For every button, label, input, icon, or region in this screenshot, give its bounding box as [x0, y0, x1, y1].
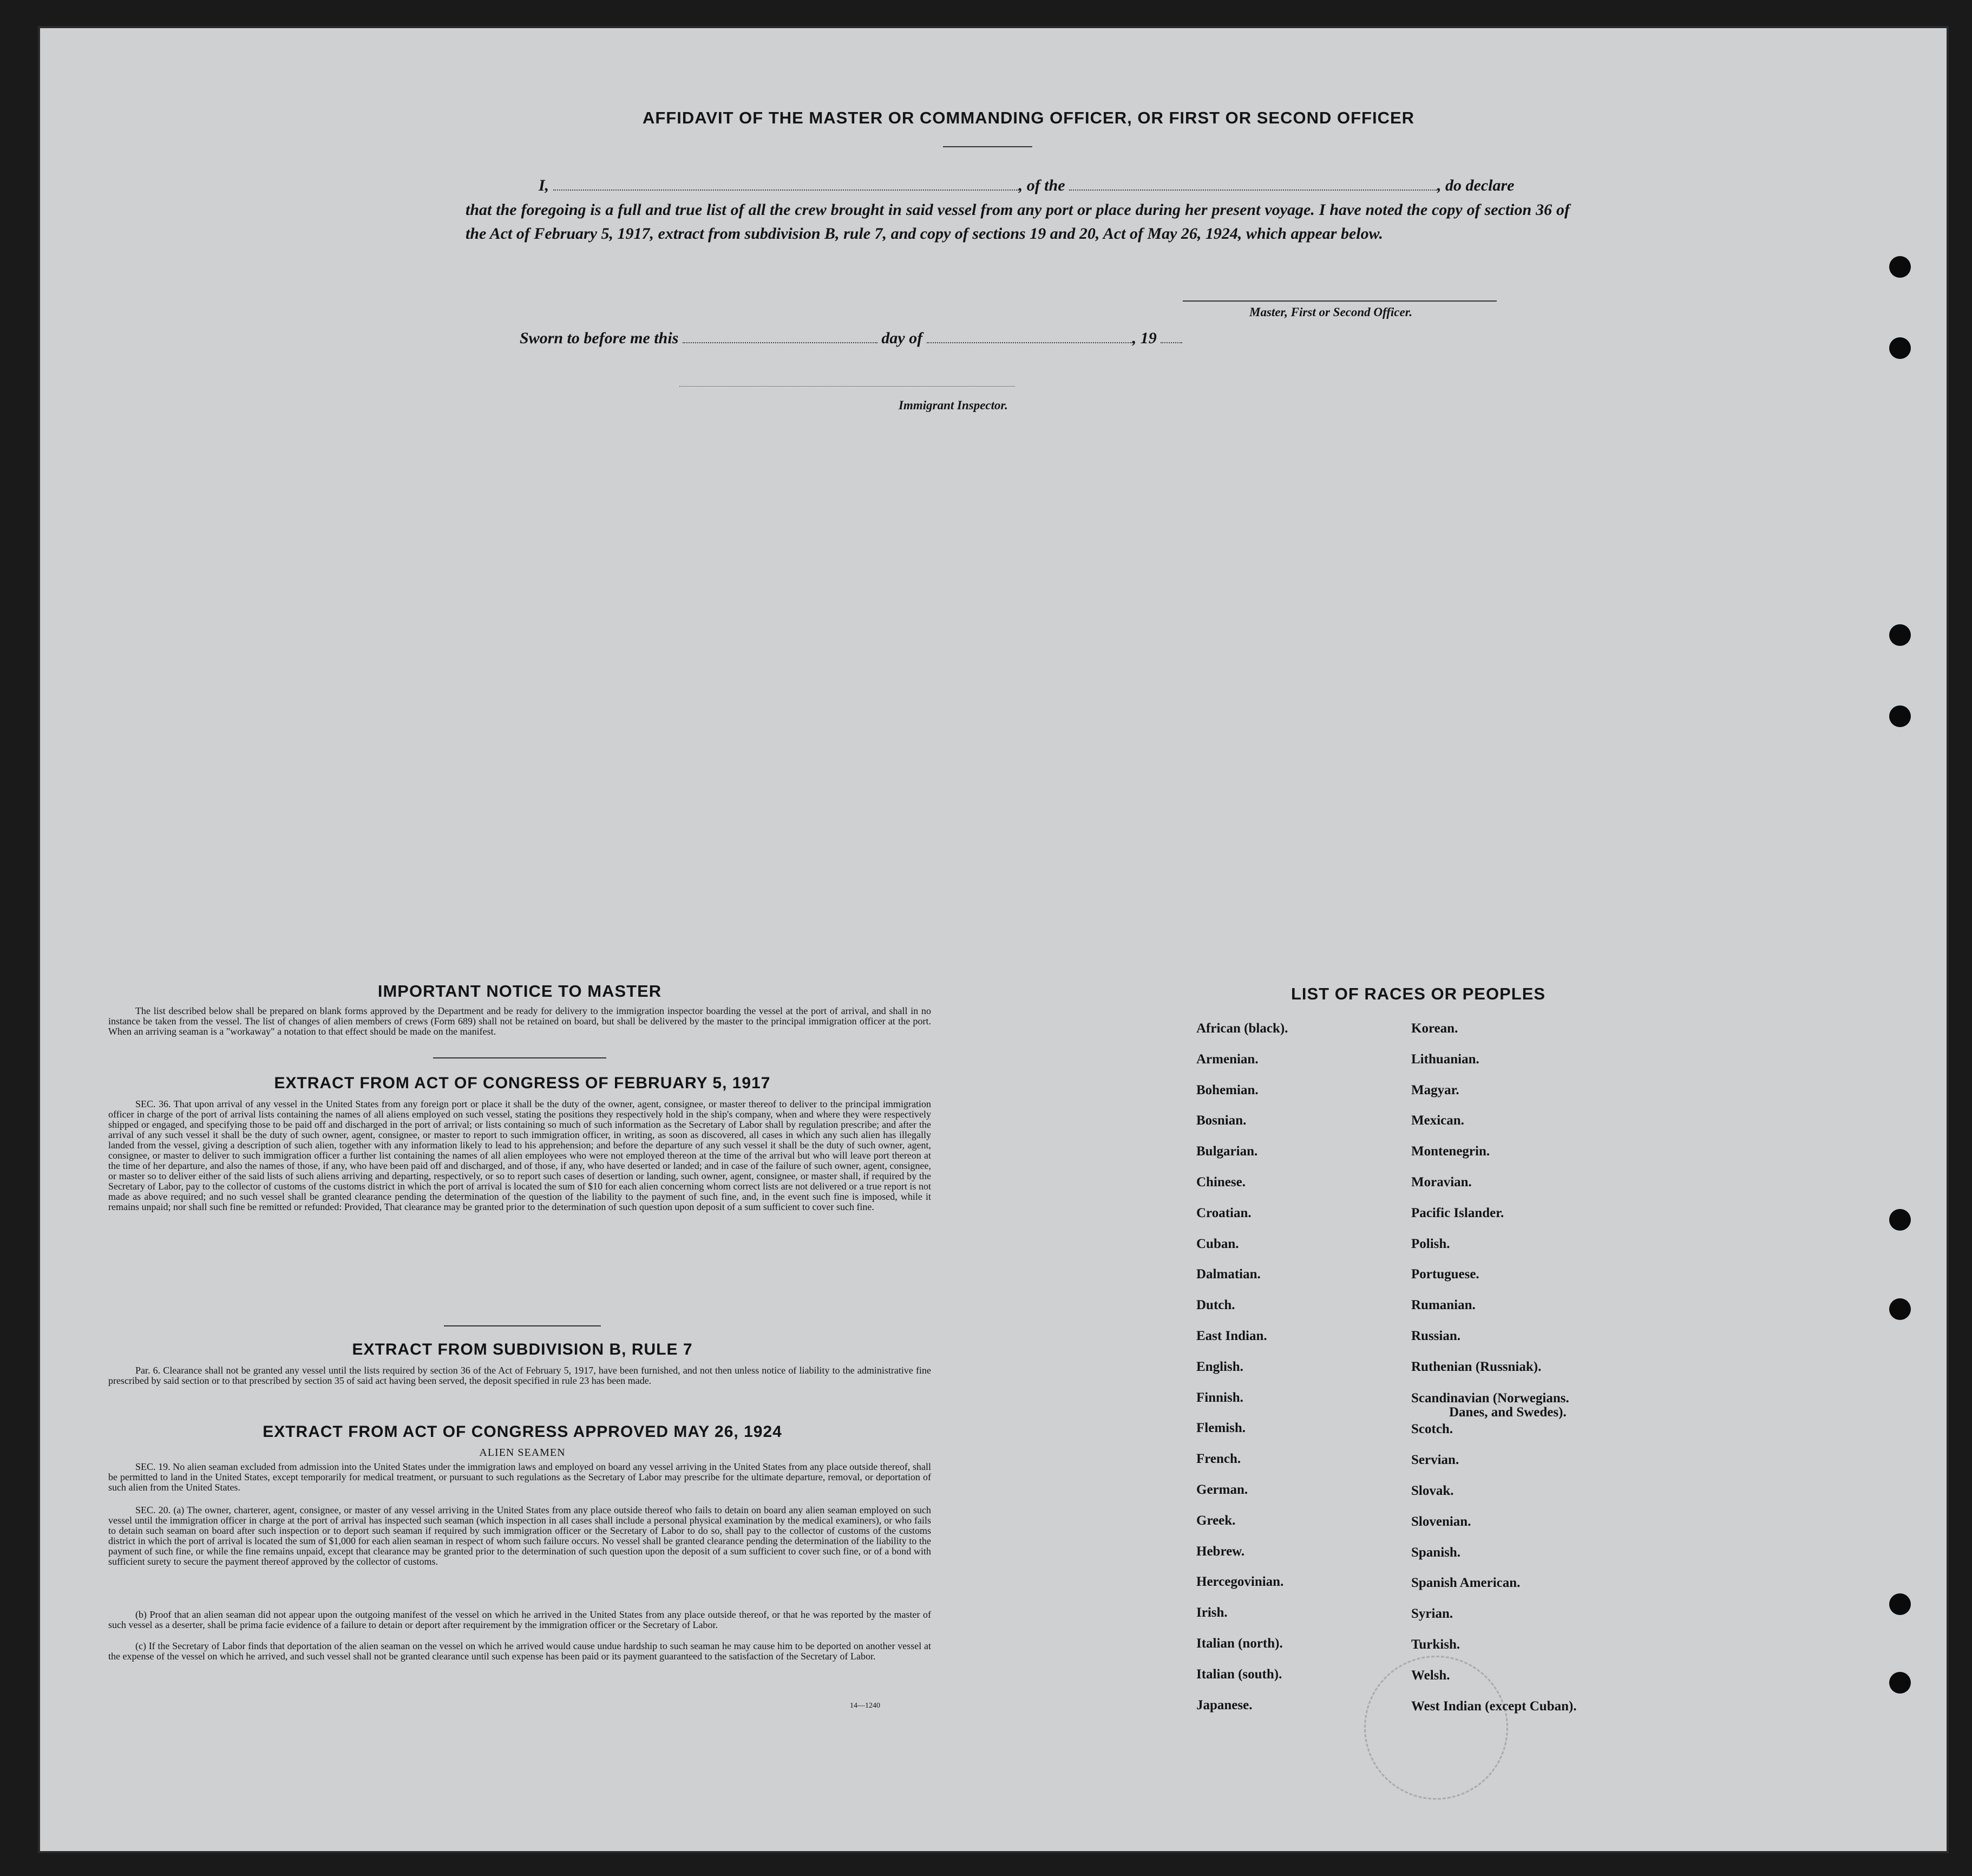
- extract-1917-body: SEC. 36. That upon arrival of any vessel in the United States from any foreign port or place it shall be the duty of the owner, agent, consignee, or master thereof to deliver to the principal immigration officer in charge of the port of arrival lists containing the names of all aliens employed on such vessel, stating the positions they respectively hold in the ship's company, when and where they were respectively shipped or engaged, and specifying those to be paid off and discharged in the port of arrival; or lists containing so much of such information as the Secretary of Labor shall by regulation prescribe; and after the arrival of any such vessel it shall be the duty of such owner, agent, consignee, or master to report to such immigration officer, in writing, as soon as discovered, all cases in which any such alien has illegally landed from the vessel, giving a description of such alien, together with any information likely to lead to his apprehension; and before the departure of any such vessel it shall be the duty of such owner, agent, consignee, or master to deliver to such immigration officer a further list containing the names of all alien employees who were not employed thereon at the time of the arrival but who will leave port thereon at the time of her departure, and also the names of those, if any, who have been paid off and discharged, and of those, if any, who have deserted or landed; and in case of the failure of such owner, agent, consignee, or master so to deliver either of the said lists of such aliens arriving and departing, respectively, or so to report such cases of desertion or landing, such owner, agent, consignee, or master shall, if required by the Secretary of Labor, pay to the collector of customs of the customs district in which the port of arrival is located the sum of $10 for each alien concerning whom correct lists are not delivered or a true report is not made as above required; and no such vessel shall be granted clearance pending the determination of the question of the liability to the payment of such fine, and, in the event such fine is imposed, while it remains unpaid; nor shall such fine be remitted or refunded: Provided, That clearance may be granted prior to the determination of such question upon deposit of a sum sufficient to cover such fine.: [108, 1099, 931, 1212]
- race-item-line1: Scandinavian (Norwegians.: [1411, 1390, 1569, 1406]
- binder-hole: [1889, 256, 1911, 278]
- notice-body: The list described below shall be prepared on blank forms approved by the Department and be ready for delivery to the immigration inspector boarding the vessel at the port of arrival, and shall in no instance be taken from the vessel. The list of changes of alien members of crews (Form 689) shall not be retained on board, but shall be delivered by the master to the principal immigration officer at the port. When an arriving seaman is a "workaway" a notation to that effect should be made on the manifest.: [108, 1005, 931, 1037]
- race-item: Cuban.: [1196, 1236, 1239, 1251]
- binder-hole: [1889, 624, 1911, 646]
- day-of-label: day of: [881, 329, 923, 347]
- extract-1924-sec19: SEC. 19. No alien seaman excluded from admission into the United States under the immigration laws and employed on board any vessel arriving in the United States from any place outside thereof, shall be permitted to land in the United States, except temporarily for medical treatment, or pursuant to such regulations as the Secretary of Labor may prescribe for the ultimate departure, removal, or deportation of such alien from the United States.: [108, 1461, 931, 1493]
- race-item-line2: Danes, and Swedes).: [1449, 1404, 1567, 1420]
- race-item: Dutch.: [1196, 1298, 1235, 1313]
- race-item: Armenian.: [1196, 1051, 1259, 1067]
- races-column-1: [1196, 1021, 1288, 1728]
- inspector-label: Immigrant Inspector.: [899, 398, 1008, 412]
- form-number: 14—1240: [850, 1702, 880, 1710]
- rule7-body: Par. 6. Clearance shall not be granted any vessel until the lists required by section 36 of the Act of February 5, 1917, have been furnished, and not then unless notice of liability to the administrative fine prescribed by said section or to that prescribed by section 35 of said act having been served, the deposit specified in rule 23 has been made.: [108, 1365, 931, 1386]
- section-rule: [433, 1057, 606, 1058]
- race-item: Bulgarian.: [1196, 1144, 1258, 1159]
- section-rule: [444, 1325, 601, 1326]
- affidavit-title: AFFIDAVIT OF THE MASTER OR COMMANDING OFFICER, OR FIRST OR SECOND OFFICER: [642, 108, 1415, 127]
- race-item: Bosnian.: [1196, 1113, 1247, 1128]
- extract-1924-sec20a: SEC. 20. (a) The owner, charterer, agent, consignee, or master of any vessel arriving in the United States from any place outside thereof who fails to detain on board any alien seaman employed on such vessel until the immigration officer in charge at the port of arrival has inspected such seaman (which inspection in all cases shall include a personal physical examination by the medical examiners), or who fails to detain such seaman on board after such inspection or to deport such seaman if required by such immigration officer or the Secretary of Labor to do so, shall pay to the collector of customs of the customs district in which the port of arrival is located the sum of $1,000 for each alien seaman in respect of whom such failure occurs. No vessel shall be granted clearance pending the determination of the liability to the payment of such fine, or while the fine remains unpaid, except that clearance may be granted prior to the determination of such question upon the deposit of a sum sufficient to cover such fine, or of a bond with sufficient surety to secure the payment thereof approved by the collector of customs.: [108, 1505, 931, 1567]
- inspector-signature-line[interactable]: [679, 385, 1015, 387]
- race-item: Turkish.: [1411, 1637, 1460, 1652]
- race-item: Irish.: [1196, 1605, 1228, 1620]
- race-item: Syrian.: [1411, 1606, 1453, 1622]
- extract-1924-sec20c: (c) If the Secretary of Labor finds that deportation of the alien seaman on the vessel on which he arrived would cause undue hardship to such seaman he may cause him to be deported on another vessel at the expense of the vessel on which he arrived, and such vessel shall not be granted clearance until such expense has been paid or its payment guaranteed to the satisfaction of the Secretary of Labor.: [108, 1640, 931, 1662]
- binder-hole: [1889, 1298, 1911, 1320]
- race-item: Finnish.: [1196, 1390, 1243, 1405]
- vessel-label: , of the: [1018, 177, 1065, 194]
- race-item: Flemish.: [1196, 1421, 1246, 1436]
- year-label: , 19: [1132, 329, 1157, 347]
- race-item: Russian.: [1411, 1328, 1461, 1343]
- declarant-label: I,: [539, 177, 549, 194]
- stamp-impression: [1364, 1656, 1508, 1800]
- race-item: Rumanian.: [1411, 1298, 1476, 1313]
- race-item: African (black).: [1196, 1021, 1288, 1036]
- title-rule: [943, 146, 1032, 147]
- race-item: West Indian (except Cuban).: [1411, 1698, 1577, 1714]
- signature-line[interactable]: [1183, 300, 1497, 302]
- races-column-2: [1411, 1021, 1577, 1729]
- extract-1924-sec20b: (b) Proof that an alien seaman did not appear upon the outgoing manifest of the vessel on which he arrived in the United States from any place outside thereof, or that he was reported by the master of such vessel as a deserter, shall be prima facie evidence of a failure to detain or deport after requirement by the immigration officer or the Secretary of Labor.: [108, 1609, 931, 1630]
- race-item: Bohemian.: [1196, 1082, 1259, 1097]
- race-item: Dalmatian.: [1196, 1267, 1261, 1282]
- race-item: Chinese.: [1196, 1174, 1246, 1189]
- race-item: Servian.: [1411, 1453, 1459, 1468]
- extract-1917-title: EXTRACT FROM ACT OF CONGRESS OF FEBRUARY 5, 1917: [274, 1074, 771, 1092]
- race-item: Hebrew.: [1196, 1544, 1245, 1559]
- sworn-year-field[interactable]: [1161, 327, 1182, 343]
- sworn-month-field[interactable]: [927, 327, 1132, 343]
- binder-hole: [1889, 1593, 1911, 1615]
- race-item: Greek.: [1196, 1513, 1236, 1528]
- race-item: French.: [1196, 1452, 1241, 1467]
- race-item: Italian (south).: [1196, 1666, 1282, 1682]
- race-item: Korean.: [1411, 1021, 1458, 1036]
- race-item: Lithuanian.: [1411, 1051, 1479, 1067]
- sworn-label: Sworn to before me this: [520, 329, 679, 347]
- extract-1924-title: EXTRACT FROM ACT OF CONGRESS APPROVED MAY 26, 1924: [263, 1423, 782, 1441]
- race-item: Welsh.: [1411, 1668, 1450, 1683]
- notice-title: IMPORTANT NOTICE TO MASTER: [377, 982, 662, 1001]
- race-item: Pacific Islander.: [1411, 1205, 1504, 1220]
- race-item: Polish.: [1411, 1236, 1450, 1251]
- binder-hole: [1889, 1672, 1911, 1694]
- race-item: Mexican.: [1411, 1113, 1464, 1128]
- affidavit-body: that the foregoing is a full and true list of all the crew brought in said vessel from any port or place during her present voyage. I have noted the copy of section 36 of the Act of February 5, 1917, extract from subdivision B, rule 7, and copy of sections 19 and 20, Act of May 26, 1924, which appear below.: [466, 201, 1570, 243]
- race-item: German.: [1196, 1482, 1248, 1497]
- race-item: Slovak.: [1411, 1483, 1454, 1498]
- rule7-title: EXTRACT FROM SUBDIVISION B, RULE 7: [352, 1341, 693, 1358]
- declare-label: , do declare: [1437, 177, 1515, 194]
- binder-hole: [1889, 705, 1911, 727]
- extract-1924-subtitle: ALIEN SEAMEN: [479, 1447, 566, 1459]
- document-page: [38, 26, 1949, 1853]
- race-item: Magyar.: [1411, 1082, 1459, 1097]
- race-item: Montenegrin.: [1411, 1144, 1490, 1159]
- race-item: Hercegovinian.: [1196, 1574, 1284, 1590]
- signature-label: Master, First or Second Officer.: [1249, 305, 1413, 319]
- sworn-day-field[interactable]: [683, 327, 877, 343]
- declarant-name-field[interactable]: [553, 174, 1019, 191]
- races-title: LIST OF RACES OR PEOPLES: [1290, 984, 1546, 1003]
- race-item: Japanese.: [1196, 1697, 1253, 1712]
- race-item: East Indian.: [1196, 1328, 1267, 1343]
- race-item: Croatian.: [1196, 1205, 1252, 1220]
- sworn-line: [520, 327, 1182, 348]
- race-item: Scotch.: [1411, 1422, 1453, 1437]
- vessel-name-field[interactable]: [1069, 174, 1437, 191]
- race-item: Ruthenian (Russniak).: [1411, 1359, 1542, 1374]
- race-item: Italian (north).: [1196, 1636, 1283, 1651]
- affidavit-declaration-line: [539, 174, 1567, 195]
- race-item: Slovenian.: [1411, 1514, 1471, 1529]
- binder-hole: [1889, 1209, 1911, 1231]
- race-item: Moravian.: [1411, 1174, 1472, 1189]
- race-item: Spanish American.: [1411, 1576, 1521, 1591]
- race-item: Spanish.: [1411, 1545, 1461, 1560]
- race-item: [1411, 1390, 1577, 1422]
- binder-hole: [1889, 337, 1911, 359]
- race-item: Portuguese.: [1411, 1267, 1479, 1282]
- race-item: English.: [1196, 1359, 1243, 1374]
